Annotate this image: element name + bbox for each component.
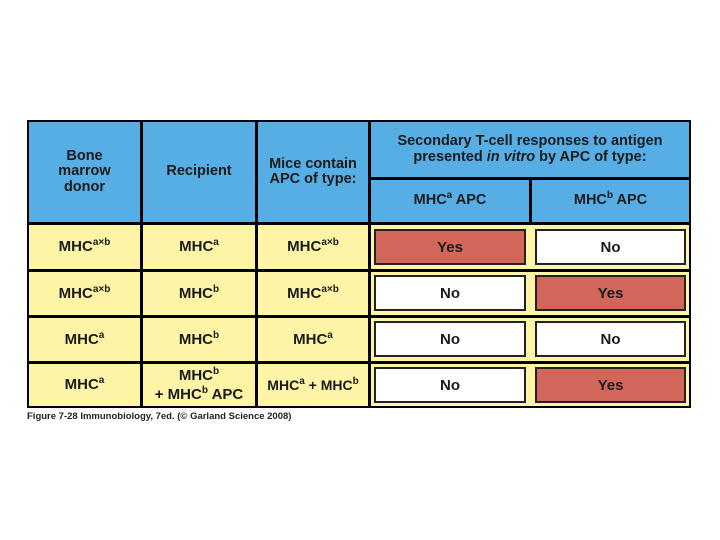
header-recipient	[143, 122, 255, 222]
row3-donor	[29, 318, 140, 361]
header-secondary-response-line1: Secondary T-cell responses to antigen	[397, 133, 663, 150]
row3-recipient	[143, 318, 255, 361]
row2-recipient-text: MHC$^b$	[178, 283, 220, 302]
header-secondary-line2-a: presented	[413, 148, 487, 165]
mhc-restriction-table	[27, 120, 691, 408]
subheader-mhc-a-apc	[371, 180, 529, 222]
row1-donor-text: $MHC^{a\times b}$	[58, 237, 111, 256]
row2-donor-text: $MHC^{a\times b}$	[58, 283, 111, 302]
row1-recipient-text: MHC$^a$	[179, 237, 219, 256]
row2-apc-text: $MHC^{a\times b}$	[287, 283, 339, 302]
row4-recipient-line2: + $MHC^b$ APC	[154, 384, 244, 403]
row4-recipient	[143, 364, 255, 406]
header-secondary-response-line2	[413, 150, 646, 165]
row3-apc	[258, 318, 368, 361]
row3-recipient-text: MHC$^b$	[178, 329, 220, 348]
row1-donor	[29, 225, 140, 269]
row1-apc	[258, 225, 368, 269]
row2-donor	[29, 272, 140, 315]
header-bone-marrow-donor	[29, 122, 140, 222]
row4-donor	[29, 364, 140, 406]
header-secondary-line2-b: by APC of type:	[535, 148, 647, 165]
row4-response-b: Yes	[535, 367, 686, 403]
header-mice-contain-apc	[258, 122, 368, 222]
row1-response-a: Yes	[374, 229, 526, 265]
subheader-mhc-b-apc-text: MHC$^b$ APC	[573, 190, 648, 209]
row2-apc	[258, 272, 368, 315]
row3-response-a: No	[374, 321, 526, 357]
row4-response-a: No	[374, 367, 526, 403]
row3-apc-text: MHC$^a$	[293, 329, 333, 348]
header-recipient-text: Recipient	[166, 163, 232, 180]
figure-caption: Figure 7-28 Immunobiology, 7ed. (© Garland Science 2008)	[27, 411, 292, 422]
row2-recipient	[143, 272, 255, 315]
row2-response-b: Yes	[535, 275, 686, 311]
row3-donor-text: MHC$^a$	[64, 329, 105, 348]
row1-response-b: No	[535, 229, 686, 265]
subheader-mhc-a-apc-text: MHC$^a$ APC	[413, 190, 487, 209]
header-mice-contain-apc-text: Mice contain APC of type:	[269, 155, 357, 187]
row3-response-b: No	[535, 321, 686, 357]
row2-response-a: No	[374, 275, 526, 311]
row1-apc-text: $MHC^{a\times b}$	[287, 237, 339, 256]
header-bone-marrow-donor-text: Bone marrow donor	[58, 148, 111, 195]
row1-recipient	[143, 225, 255, 269]
header-secondary-response	[371, 122, 689, 177]
subheader-mhc-b-apc	[532, 180, 689, 222]
row4-recipient-line1: MHC$^b$	[178, 365, 220, 384]
row4-apc-text: $MHC^a + MHC^b$	[267, 375, 359, 393]
row4-donor-text: MHC$^a$	[64, 375, 105, 394]
row4-apc	[258, 364, 368, 406]
header-in-vitro: in vitro	[486, 148, 536, 165]
